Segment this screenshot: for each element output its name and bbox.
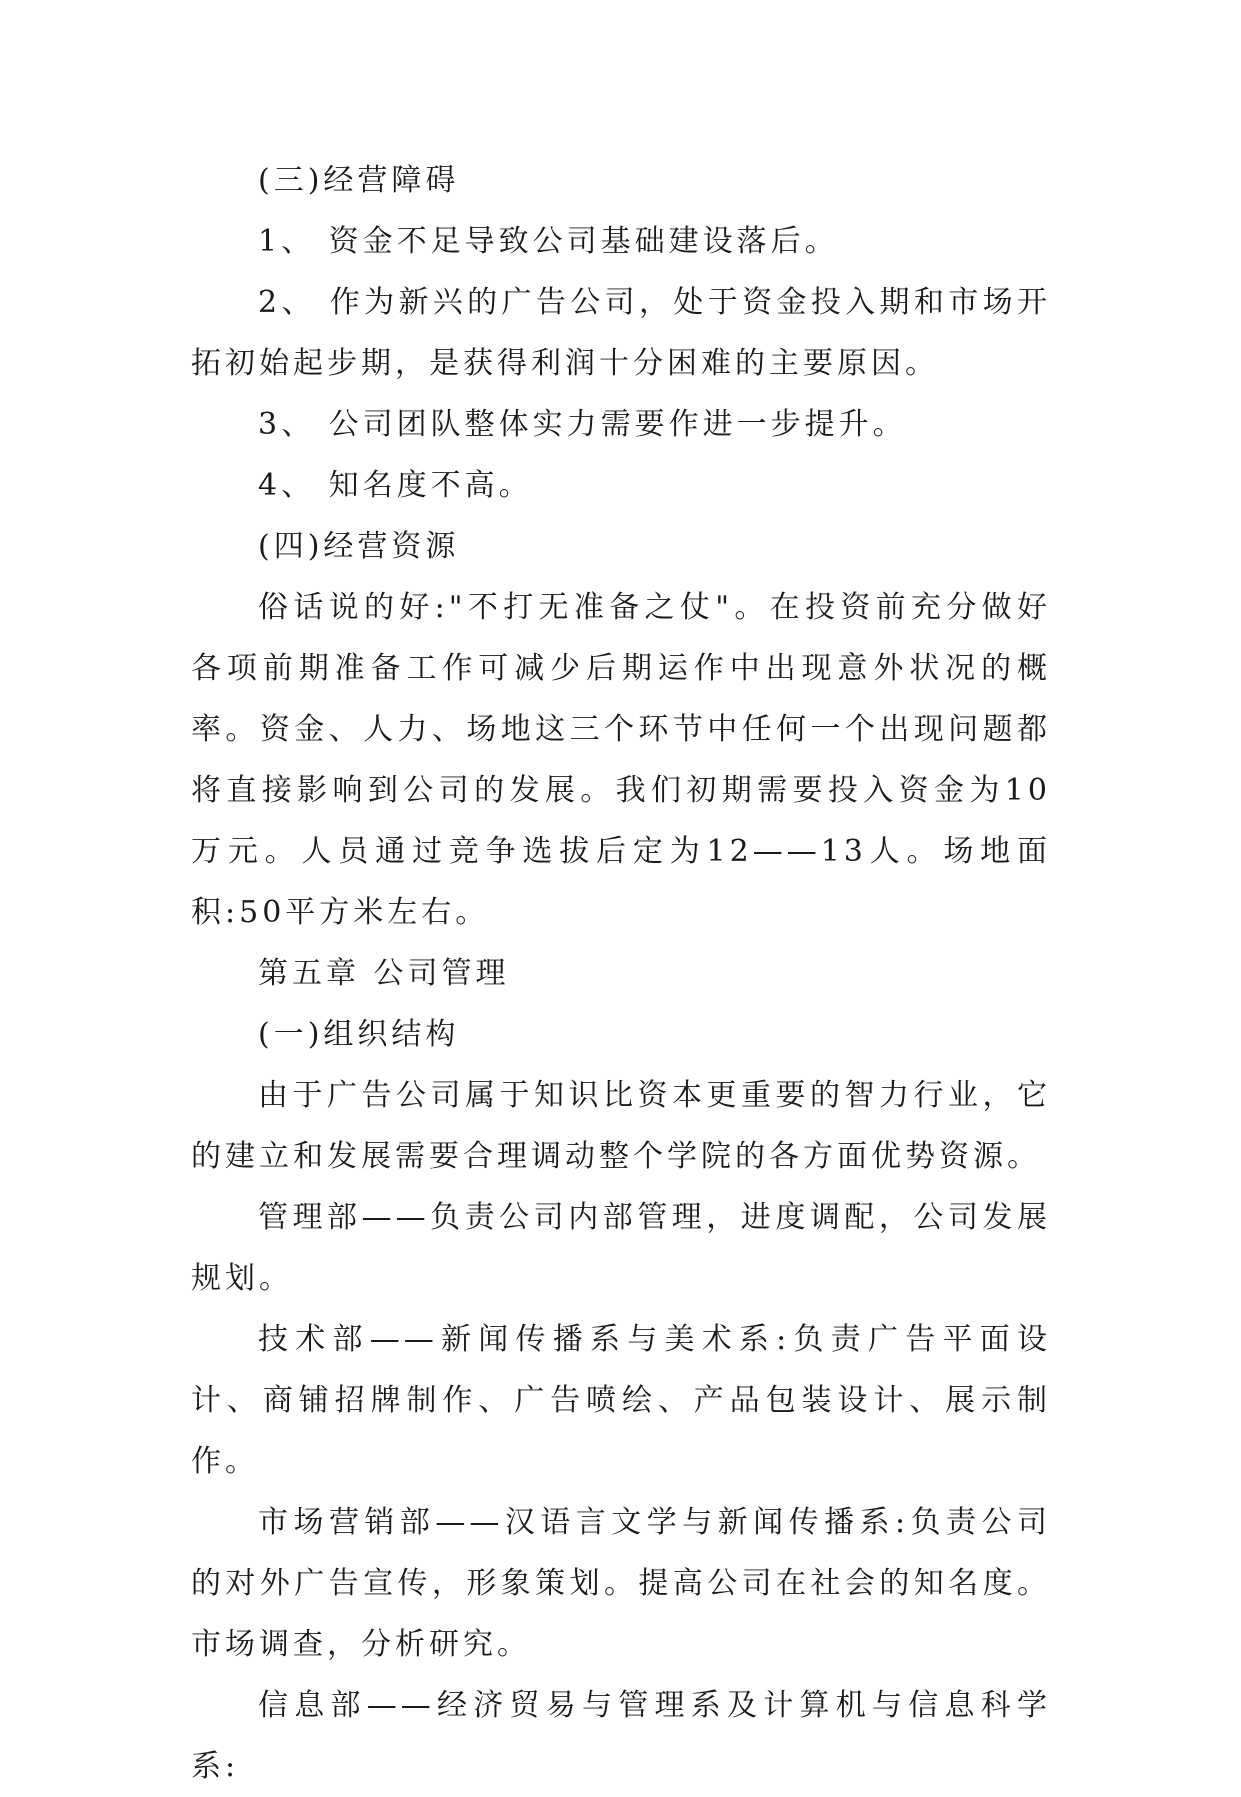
paragraph-marketing-dept: 市场营销部——汉语言文学与新闻传播系:负责公司的对外广告宣传，形象策划。提高公司在社会的知名度。市场调查，分析研究。 — [191, 1505, 1051, 1662]
paragraph-information-dept: 信息部——经济贸易与管理系及计算机与信息科学系: — [191, 1688, 1051, 1784]
list-item-3: 3、 公司团队整体实力需要作进一步提升。 — [258, 407, 907, 442]
list-item-4: 4、 知名度不高。 — [258, 468, 533, 503]
document-body — [191, 150, 1051, 1797]
paragraph-management-dept: 管理部——负责公司内部管理，进度调配，公司发展规划。 — [191, 1200, 1051, 1296]
list-item-1: 1、 资金不足导致公司基础建设落后。 — [258, 224, 839, 259]
paragraph-structure-intro: 由于广告公司属于知识比资本更重要的智力行业，它的建立和发展需要合理调动整个学院的各方面优势资源。 — [191, 1078, 1051, 1174]
section-heading-obstacles: (三)经营障碍 — [258, 163, 460, 198]
section-heading-structure: (一)组织结构 — [258, 1017, 460, 1052]
paragraph-technology-dept: 技术部——新闻传播系与美术系:负责广告平面设计、商铺招牌制作、广告喷绘、产品包装设计、展示制作。 — [191, 1322, 1051, 1479]
list-item-2: 2、 作为新兴的广告公司，处于资金投入期和市场开拓初始起步期，是获得利润十分困难的主要原因。 — [191, 285, 1051, 381]
chapter-heading: 第五章 公司管理 — [258, 956, 510, 991]
paragraph-resources: 俗话说的好:"不打无准备之仗"。在投资前充分做好各项前期准备工作可减少后期运作中出现意外状况的概率。资金、人力、场地这三个环节中任何一个出现问题都将直接影响到公司的发展。我们初期需要投入资金为10万元。人员通过竞争选拔后定为12——13人。场地面积:50平方米左右。 — [191, 590, 1051, 930]
section-heading-resources: (四)经营资源 — [258, 529, 460, 564]
